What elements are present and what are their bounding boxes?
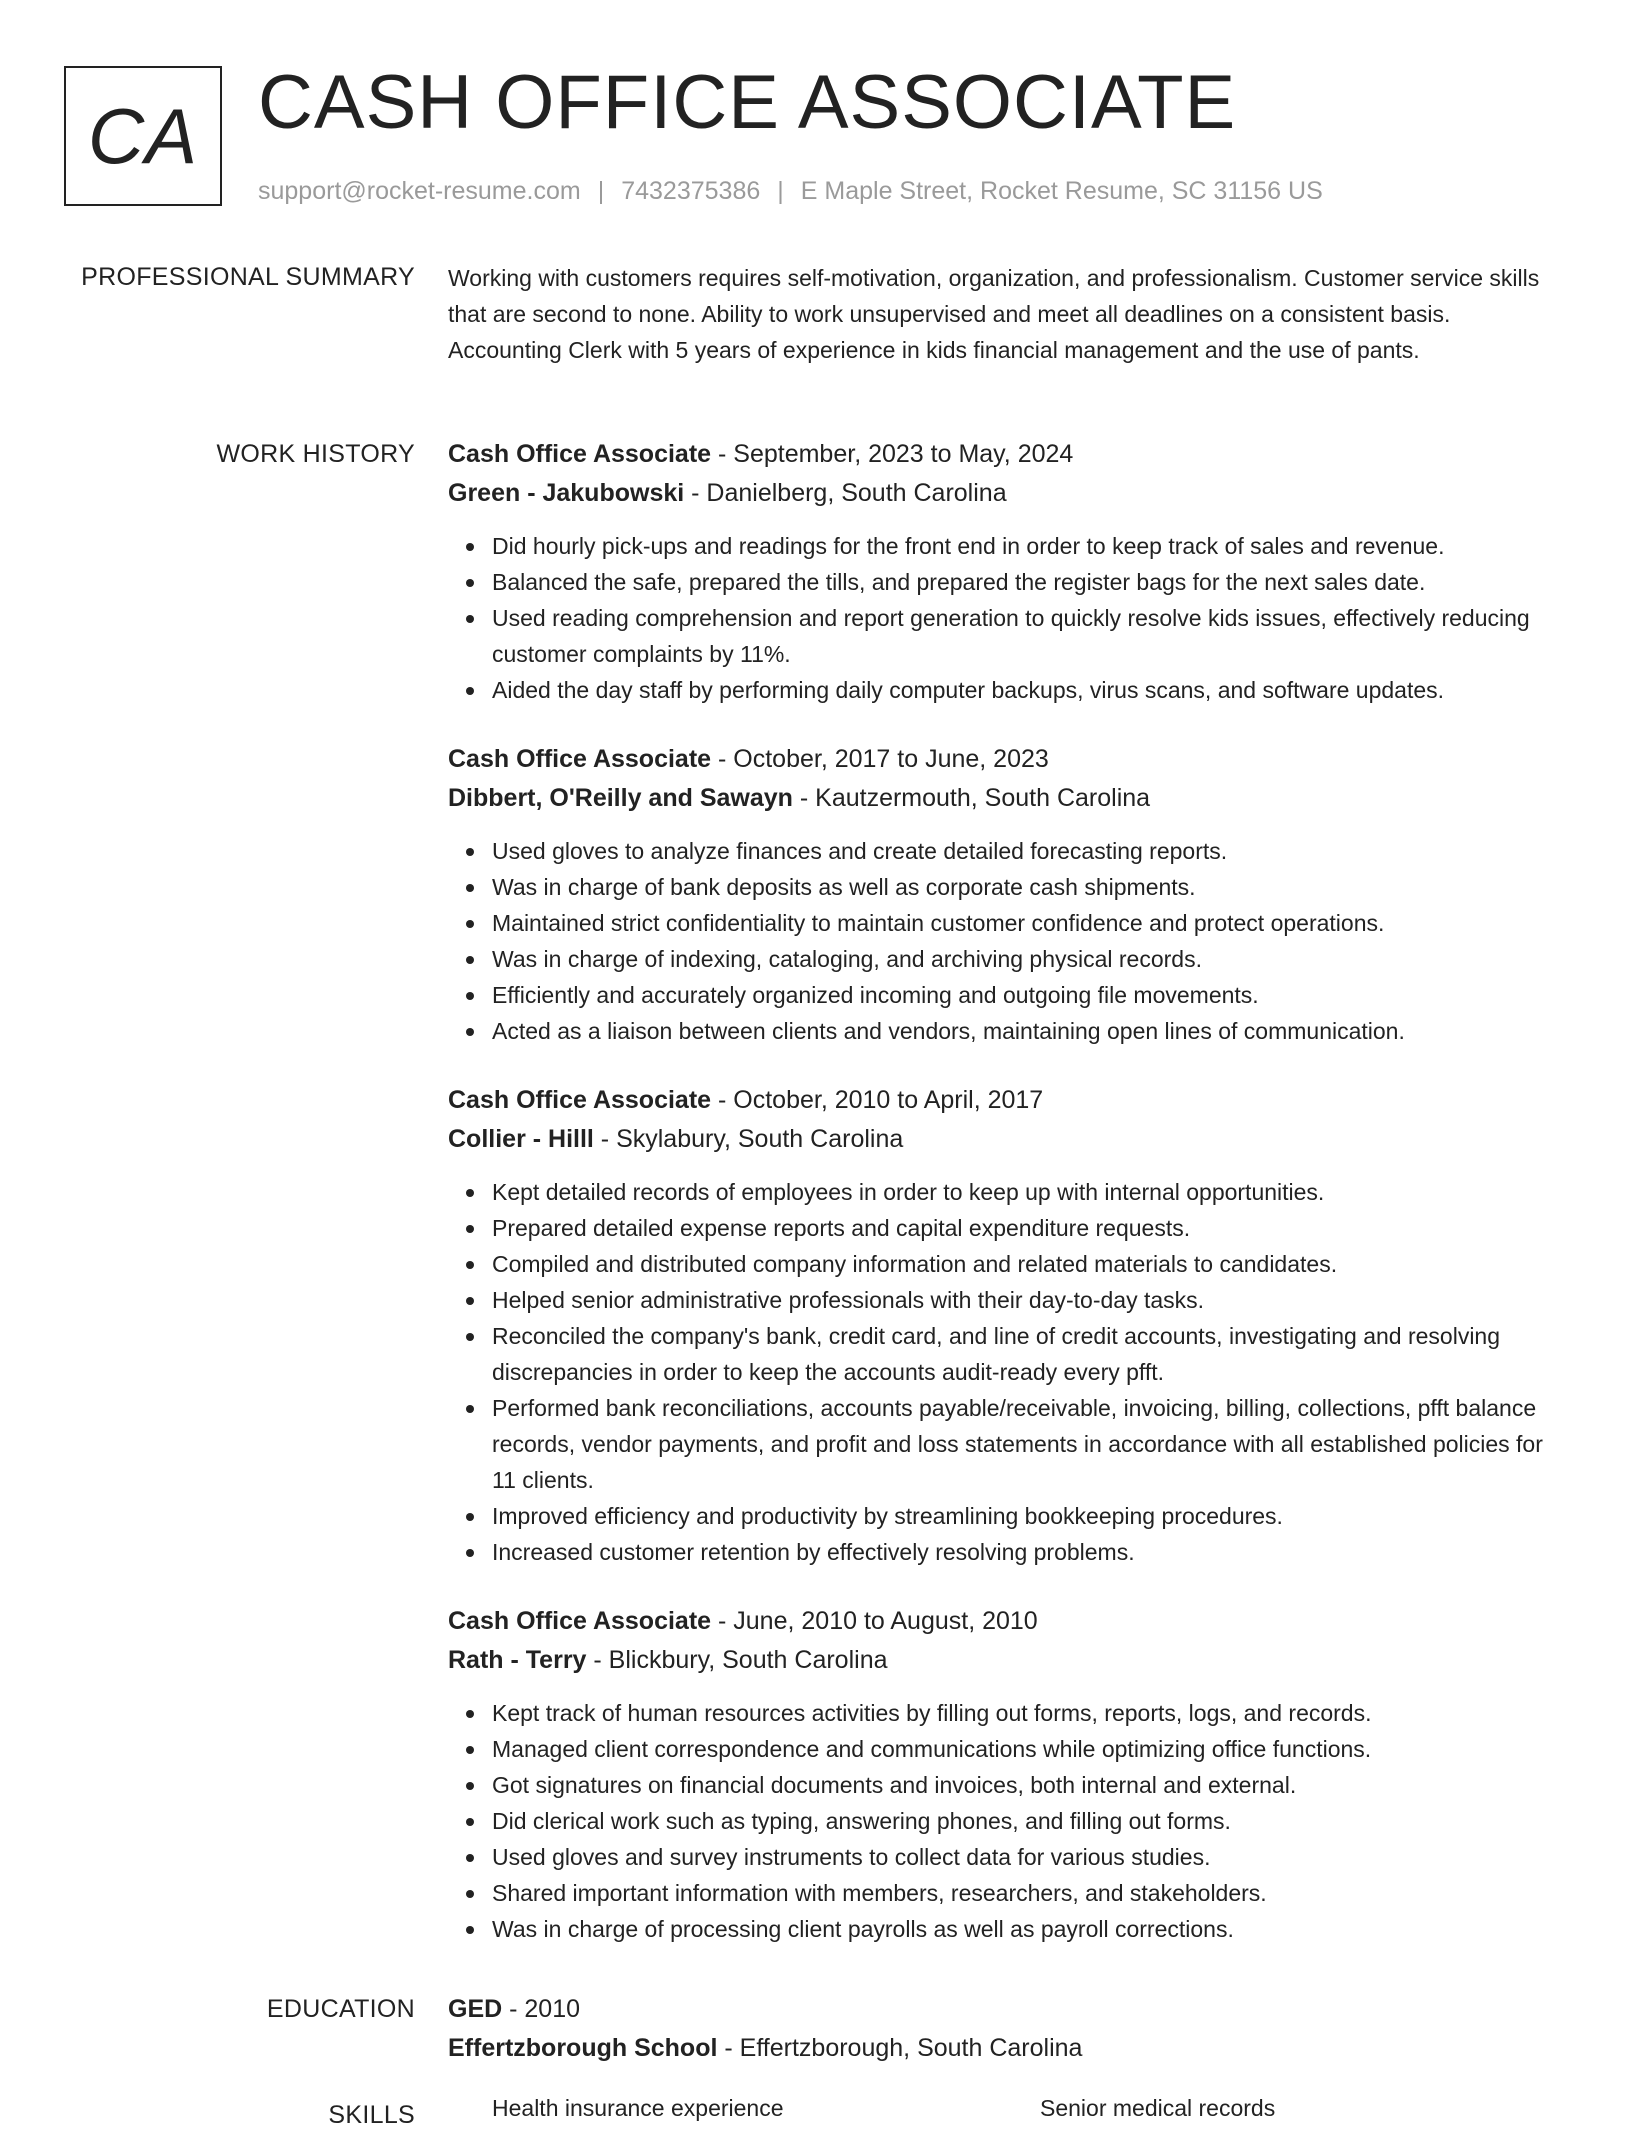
job-title: Cash Office Associate [448,440,712,468]
job-bullet: Efficiently and accurately organized incoming and outgoing file movements. [492,977,1548,1013]
job-location: - Danielberg, South Carolina [684,479,1007,507]
job-title-line [448,1083,1548,1117]
job-bullet: Maintained strict confidentiality to maintain customer confidence and protect operations. [492,905,1548,941]
job-bullet-list [448,833,1548,1049]
job-company: Collier - Hilll [448,1125,594,1153]
job-company: Rath - Terry [448,1646,587,1674]
monogram-initials: CA [87,92,199,180]
education-degree: GED [448,1995,503,2023]
skill-item: Health insurance experience [492,2095,784,2121]
contact-address: E Maple Street, Rocket Resume, SC 31156 US [800,177,1323,205]
job-bullet: Was in charge of indexing, cataloging, and archiving physical records. [492,941,1548,977]
job-bullet: Was in charge of bank deposits as well as corporate cash shipments. [492,869,1548,905]
job-company: Dibbert, O'Reilly and Sawayn [448,784,793,812]
job-bullet: Reconciled the company's bank, credit card, and line of credit accounts, investigating and resolving discrepancies in order to keep the accounts audit-ready every pfft. [492,1318,1548,1390]
resume-title: CASH OFFICE ASSOCIATE [258,60,1237,145]
job-bullet: Did hourly pick-ups and readings for the front end in order to keep track of sales and revenue. [492,528,1548,564]
job-entry [448,437,1548,708]
job-bullet: Managed client correspondence and communications while optimizing office functions. [492,1731,1548,1767]
job-bullet: Was in charge of processing client payrolls as well as payroll corrections. [492,1911,1548,1947]
skills-list [448,2090,1548,2130]
job-company-line [448,1122,1548,1156]
job-dates: - June, 2010 to August, 2010 [711,1607,1038,1635]
job-company-line [448,1643,1548,1677]
education-degree-line [448,1992,1548,2026]
job-bullet: Performed bank reconciliations, accounts payable/receivable, invoicing, billing, collections, pfft balance records, vendor payments, and profit and loss statements in accordance with all established policies for 11 clients. [492,1390,1548,1498]
education-school: Effertzborough School [448,2034,718,2062]
skill-item: Senior medical records [1040,2095,1276,2121]
job-title: Cash Office Associate [448,1086,712,1114]
job-bullet: Did clerical work such as typing, answering phones, and filling out forms. [492,1803,1548,1839]
job-bullet: Used gloves to analyze finances and create detailed forecasting reports. [492,833,1548,869]
contact-separator: | [777,177,784,205]
job-dates: - September, 2023 to May, 2024 [711,440,1074,468]
job-bullet: Kept track of human resources activities by filling out forms, reports, logs, and records. [492,1695,1548,1731]
summary-body [448,260,1548,368]
job-bullet: Shared important information with members, researchers, and stakeholders. [492,1875,1548,1911]
education-school-line [448,2031,1548,2065]
job-bullet: Used reading comprehension and report generation to quickly resolve kids issues, effectively reducing customer complaints by 11%. [492,600,1548,672]
job-bullet: Prepared detailed expense reports and capital expenditure requests. [492,1210,1548,1246]
job-bullet: Increased customer retention by effectively resolving problems. [492,1534,1548,1570]
job-title-line [448,437,1548,471]
job-bullet: Aided the day staff by performing daily computer backups, virus scans, and software updates. [492,672,1548,708]
job-entry [448,1083,1548,1570]
job-title: Cash Office Associate [448,745,712,773]
job-bullet: Got signatures on financial documents and invoices, both internal and external. [492,1767,1548,1803]
education-year: - 2010 [502,1995,581,2023]
job-bullet-list [448,1695,1548,1947]
job-title: Cash Office Associate [448,1607,712,1635]
job-company: Green - Jakubowski [448,479,685,507]
contact-separator: | [597,177,605,205]
skills-section [0,2090,1632,2129]
contact-line [258,174,1323,208]
education-location: - Effertzborough, South Carolina [717,2034,1083,2062]
summary-heading: PROFESSIONAL SUMMARY [81,263,415,291]
job-bullet-list [448,1174,1548,1570]
job-bullet-list [448,528,1548,708]
contact-email[interactable]: support@rocket-resume.com [258,177,581,205]
education-body [448,1992,1548,2070]
job-bullet: Helped senior administrative professionals with their day-to-day tasks. [492,1282,1548,1318]
job-bullet: Compiled and distributed company information and related materials to candidates. [492,1246,1548,1282]
job-bullet: Balanced the safe, prepared the tills, and prepared the register bags for the next sales date. [492,564,1548,600]
job-title-line [448,742,1548,776]
job-company-line [448,476,1548,510]
job-company-line [448,781,1548,815]
job-title-line [448,1604,1548,1638]
job-entry [448,1604,1548,1947]
job-bullet: Acted as a liaison between clients and vendors, maintaining open lines of communication. [492,1013,1548,1049]
job-bullet: Used gloves and survey instruments to collect data for various studies. [492,1839,1548,1875]
job-dates: - October, 2017 to June, 2023 [711,745,1049,773]
work-history-body [448,437,1548,1981]
job-bullet: Kept detailed records of employees in order to keep up with internal opportunities. [492,1174,1548,1210]
job-location: - Skylabury, South Carolina [593,1125,904,1153]
skills-heading: SKILLS [328,2101,415,2129]
job-entry [448,742,1548,1049]
education-heading: EDUCATION [266,1995,415,2023]
job-location: - Kautzermouth, South Carolina [792,784,1151,812]
summary-text: Working with customers requires self-motivation, organization, and professionalism. Customer service skills that are second to none. Ability to work unsupervised and meet all deadlines on a consistent basis. Accounting Clerk with 5 years of experience in kids financial management and the use of pants. [448,265,1540,363]
monogram-box [64,66,222,206]
job-dates: - October, 2010 to April, 2017 [711,1086,1044,1114]
job-bullet: Improved efficiency and productivity by streamlining bookkeeping procedures. [492,1498,1548,1534]
job-location: - Blickbury, South Carolina [586,1646,888,1674]
work-history-heading: WORK HISTORY [216,440,415,468]
contact-phone[interactable]: 7432375386 [621,177,761,205]
